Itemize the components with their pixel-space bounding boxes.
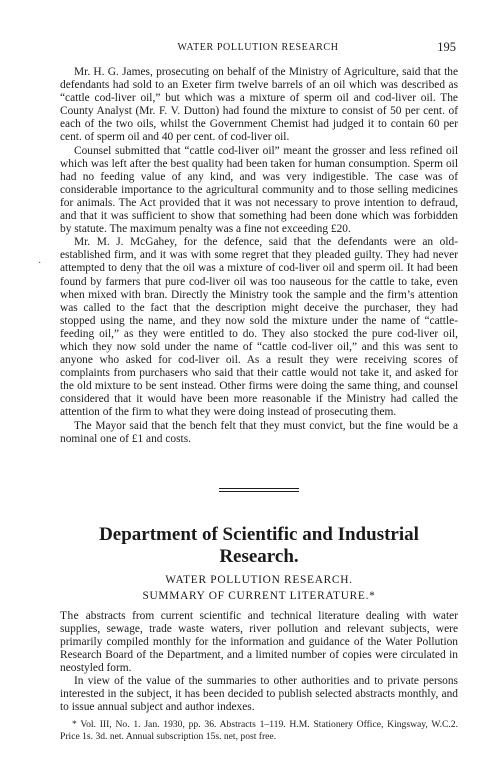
case-paragraph: The Mayor said that the bench felt that they must convict, but the fine would be a nominal one of £1 and costs.	[60, 419, 458, 445]
case-paragraph: Mr. H. G. James, prosecuting on behalf of the Ministry of Agriculture, said that the defendants had sold to an Exeter firm twelve barrels of an oil which was described as “cattle cod-liver oil,” but which was a mixture of sperm oil and cod-liver oil. The County Analyst (Mr. F. V. Dutton) had found the mixture to consist of 50 per cent. of each of the two oils, whilst the Government Chemist had judged it to contain 60 per cent. of sperm oil and 40 per cent. of cod-liver oil.	[60, 66, 458, 144]
lead-word: The	[60, 609, 80, 622]
section-divider	[219, 488, 299, 494]
page-number: 195	[437, 40, 456, 54]
divider-rule	[219, 491, 299, 494]
intro-text: abstracts from current scientific and technical literature dealing with water supplies, sewage, trade waste waters, river pollution and relevant subjects, were primarily compiled monthly for the information and guidance of the Water Pollution Research Board of the Department, and a limited number of copies were circulated in neostyled form.	[60, 609, 458, 675]
section-subtitle: WATER POLLUTION RESEARCH.	[165, 573, 353, 586]
section-title: Department of Scientific and Industrial Research.	[99, 523, 419, 567]
running-head: WATER POLLUTION RESEARCH	[177, 42, 339, 53]
case-paragraph: Counsel submitted that “cattle cod-liver oil” meant the grosser and less refined oil which was left after the best quality had been taken for human consumption. Sperm oil had no feeding value of any kind, and was very indigestible. The case was of considerable importance to the agricultural community and to those selling medicines for animals. The Act provided that it was not necessary to prove intention to defraud, and that it was sufficient to show that something had been done which was forbidden by statute. The maximum penalty was a fine not exceeding £20.	[60, 144, 458, 236]
page-body	[60, 66, 458, 742]
intro-paragraph-2: In view of the value of the summaries to other authorities and to private persons interested in the subject, it has been decided to publish selected abstracts monthly, and to issue annual subject and author indexes.	[60, 675, 458, 714]
page-header	[60, 42, 456, 56]
footnote: * Vol. III, No. 1. Jan. 1930, pp. 36. Abstracts 1–119. H.M. Stationery Office, Kingsway, W.C.2. Price 1s. 3d. net. Annual subscription 15s. net, post free.	[60, 719, 458, 742]
section-subtitle: SUMMARY OF CURRENT LITERATURE.*	[142, 589, 376, 602]
case-paragraph: Mr. M. J. McGahey, for the defence, said that the defendants were an old-established firm, and it was with some regret that they pleaded guilty. They had never attempted to deny that the oil was a mixture of cod-liver oil and sperm oil. It had been found by farmers that pure cod-liver oil was too nauseous for the cattle to take, even when mixed with bran. Directly the Ministry took the sample and the firm’s attention was called to the fact that the description might deceive the purchaser, they had stopped using the name, and they now sold the mixture under the name of “cattle-feeding oil,” as they were entitled to do. They also stocked the pure cod-liver oil, which they now sold under the name of “cattle cod-liver oil,” and this was sent to anyone who asked for cod-liver oil. As a result they were receiving scores of complaints from purchasers who said that their cattle would not take it, and asked for the old mixture to be sent instead. Other firms were doing the same thing, and counsel considered that it would have been more reasonable if the Ministry had called the attention of the firm to what they were doing instead of prosecuting them.	[60, 236, 458, 419]
intro-paragraph	[60, 610, 458, 675]
margin-dot: ·	[38, 258, 42, 269]
